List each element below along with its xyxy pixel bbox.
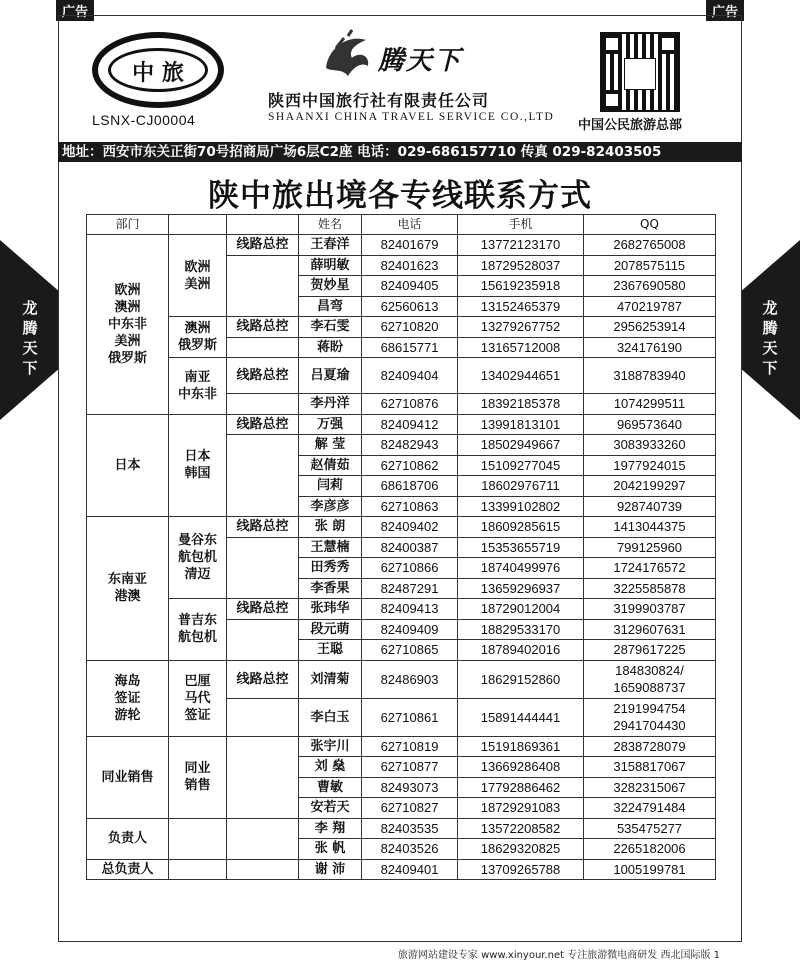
name-cell: 昌弯 (299, 296, 362, 317)
dragon-icon (318, 28, 378, 84)
ad-label-right: 广告 (706, 0, 744, 21)
name-cell: 蒋盼 (299, 337, 362, 358)
mobile-cell: 13399102802 (458, 496, 584, 517)
qq-cell: 470219787 (584, 296, 716, 317)
name-cell: 张 帆 (299, 839, 362, 860)
role-cell (227, 818, 299, 859)
qr-eye-icon (602, 90, 622, 110)
qr-eye-icon (658, 34, 678, 54)
qq-cell: 2191994754 2941704430 (584, 698, 716, 736)
qq-cell: 3083933260 (584, 435, 716, 456)
tel-cell: 82403526 (362, 839, 458, 860)
mobile-cell: 17792886462 (458, 777, 584, 798)
name-cell: 张宇川 (299, 736, 362, 757)
qr-center-logo-icon (624, 58, 656, 90)
role-cell: 线路总控 (227, 235, 299, 256)
mobile-cell: 13279267752 (458, 317, 584, 338)
mobile-cell: 18729012004 (458, 599, 584, 620)
dept-cell: 东南亚 港澳 (87, 517, 169, 661)
tel-cell: 62560613 (362, 296, 458, 317)
name-cell: 刘 燊 (299, 757, 362, 778)
tel-cell: 82409409 (362, 619, 458, 640)
qq-cell: 3199903787 (584, 599, 716, 620)
sub-dept-cell: 曼谷东 航包机 清迈 (169, 517, 227, 599)
mobile-cell: 13402944651 (458, 358, 584, 394)
role-cell: 线路总控 (227, 358, 299, 394)
header-dept: 部门 (87, 215, 169, 235)
role-cell: 线路总控 (227, 414, 299, 435)
tel-cell: 68618706 (362, 476, 458, 497)
role-cell: 线路总控 (227, 660, 299, 698)
table-header-row (87, 215, 716, 235)
name-cell: 田秀秀 (299, 558, 362, 579)
dept-cell: 总负责人 (87, 859, 169, 880)
tel-cell: 62710861 (362, 698, 458, 736)
qq-cell: 3225585878 (584, 578, 716, 599)
tel-cell: 82487291 (362, 578, 458, 599)
tel-cell: 62710820 (362, 317, 458, 338)
footer-text: 旅游网站建设专家 www.xinyour.net 专注旅游微电商研发 西北国际版 1 (397, 950, 720, 961)
qq-cell: 2265182006 (584, 839, 716, 860)
mobile-cell: 18609285615 (458, 517, 584, 538)
qq-cell: 3188783940 (584, 358, 716, 394)
mobile-cell: 13165712008 (458, 337, 584, 358)
tel-cell: 62710866 (362, 558, 458, 579)
ad-label-left: 广告 (56, 0, 94, 21)
tel-cell: 82400387 (362, 537, 458, 558)
name-cell: 薛明敏 (299, 255, 362, 276)
qq-cell: 2838728079 (584, 736, 716, 757)
qq-cell: 3158817067 (584, 757, 716, 778)
sub-dept-cell: 同业 销售 (169, 736, 227, 818)
header-qq: QQ (584, 215, 716, 235)
sub-dept-cell: 普吉东 航包机 (169, 599, 227, 661)
name-cell: 刘清菊 (299, 660, 362, 698)
name-cell: 谢 沛 (299, 859, 362, 880)
mobile-cell: 18789402016 (458, 640, 584, 661)
name-cell: 闫莉 (299, 476, 362, 497)
sub-dept-cell: 巴厘 马代 签证 (169, 660, 227, 736)
qr-eye-icon (602, 34, 622, 54)
name-cell: 李彦彦 (299, 496, 362, 517)
name-cell: 万强 (299, 414, 362, 435)
slogan-text: 腾天下 (378, 46, 463, 76)
side-label-right: 龙 腾 天 下 (762, 299, 778, 377)
mobile-cell: 13152465379 (458, 296, 584, 317)
name-cell: 李石雯 (299, 317, 362, 338)
mobile-cell: 15353655719 (458, 537, 584, 558)
qq-cell: 969573640 (584, 414, 716, 435)
mobile-cell: 13572208582 (458, 818, 584, 839)
side-label-left: 龙 腾 天 下 (22, 299, 38, 377)
table-row (87, 414, 716, 435)
table-row (87, 660, 716, 698)
qq-cell: 2879617225 (584, 640, 716, 661)
mobile-cell: 18729291083 (458, 798, 584, 819)
sub-dept-cell: 欧洲 美洲 (169, 235, 227, 317)
role-cell (227, 435, 299, 517)
sub-dept-cell: 日本 韩国 (169, 414, 227, 517)
dept-cell: 海岛 签证 游轮 (87, 660, 169, 736)
address-bar: 地址：西安市东关正街70号招商局广场6层C2座 电话：029-686157710 传真 029-82403505 (58, 142, 742, 162)
qq-cell: 1074299511 (584, 394, 716, 415)
tel-cell: 62710862 (362, 455, 458, 476)
qq-cell: 1724176572 (584, 558, 716, 579)
name-cell: 贺妙星 (299, 276, 362, 297)
qq-cell: 799125960 (584, 537, 716, 558)
mobile-cell: 13991813101 (458, 414, 584, 435)
mobile-cell: 15109277045 (458, 455, 584, 476)
mobile-cell: 15891444441 (458, 698, 584, 736)
header-name: 姓名 (299, 215, 362, 235)
name-cell: 李香果 (299, 578, 362, 599)
role-cell (227, 255, 299, 317)
tel-cell: 82401679 (362, 235, 458, 256)
tel-cell: 82401623 (362, 255, 458, 276)
header-mobile: 手机 (458, 215, 584, 235)
tel-cell: 82482943 (362, 435, 458, 456)
sub-dept-cell: 澳洲 俄罗斯 (169, 317, 227, 358)
name-cell: 安若天 (299, 798, 362, 819)
contact-table (86, 214, 716, 880)
tel-cell: 62710827 (362, 798, 458, 819)
mobile-cell: 18629320825 (458, 839, 584, 860)
tel-cell: 62710819 (362, 736, 458, 757)
table-row (87, 358, 716, 394)
logo-text: 中 旅 (132, 60, 184, 86)
qq-cell: 2367690580 (584, 276, 716, 297)
mobile-cell: 18392185378 (458, 394, 584, 415)
license-number: LSNX-CJ00004 (92, 112, 196, 128)
role-cell: 线路总控 (227, 599, 299, 620)
role-cell (227, 736, 299, 818)
mobile-cell: 15191869361 (458, 736, 584, 757)
mobile-cell: 18729528037 (458, 255, 584, 276)
tel-cell: 68615771 (362, 337, 458, 358)
mobile-cell: 18629152860 (458, 660, 584, 698)
dept-cell: 欧洲 澳洲 中东非 美洲 俄罗斯 (87, 235, 169, 415)
name-cell: 张 朗 (299, 517, 362, 538)
qq-cell: 2956253914 (584, 317, 716, 338)
qq-cell: 535475277 (584, 818, 716, 839)
mobile-cell: 13659296937 (458, 578, 584, 599)
mobile-cell: 15619235918 (458, 276, 584, 297)
tel-cell: 62710876 (362, 394, 458, 415)
role-cell (227, 337, 299, 358)
qq-cell: 928740739 (584, 496, 716, 517)
tel-cell: 82409401 (362, 859, 458, 880)
tel-cell: 82403535 (362, 818, 458, 839)
mobile-cell: 13709265788 (458, 859, 584, 880)
name-cell: 解 莹 (299, 435, 362, 456)
role-cell (227, 537, 299, 599)
name-cell: 王慧楠 (299, 537, 362, 558)
header-blank (227, 215, 299, 235)
tel-cell: 82409404 (362, 358, 458, 394)
sub-dept-cell: 南亚 中东非 (169, 358, 227, 415)
mobile-cell: 13669286408 (458, 757, 584, 778)
name-cell: 曹敏 (299, 777, 362, 798)
qr-caption: 中国公民旅游总部 (578, 118, 683, 133)
role-cell (227, 394, 299, 415)
tel-cell: 82493073 (362, 777, 458, 798)
qq-cell: 2078575115 (584, 255, 716, 276)
tel-cell: 62710863 (362, 496, 458, 517)
page-title: 陕中旅出境各专线联系方式 (208, 178, 592, 214)
tel-cell: 82486903 (362, 660, 458, 698)
mobile-cell: 18502949667 (458, 435, 584, 456)
qq-cell: 1005199781 (584, 859, 716, 880)
header-tel: 电话 (362, 215, 458, 235)
sub-dept-cell (169, 859, 227, 880)
name-cell: 张玮华 (299, 599, 362, 620)
name-cell: 李白玉 (299, 698, 362, 736)
qq-cell: 184830824/ 1659088737 (584, 660, 716, 698)
name-cell: 王聪 (299, 640, 362, 661)
qq-cell: 2682765008 (584, 235, 716, 256)
header-blank (169, 215, 227, 235)
company-name-cn: 陕西中国旅行社有限责任公司 (268, 91, 490, 110)
table-row (87, 235, 716, 256)
name-cell: 段元萌 (299, 619, 362, 640)
tel-cell: 62710865 (362, 640, 458, 661)
mobile-cell: 18740499976 (458, 558, 584, 579)
table-row (87, 599, 716, 620)
qq-cell: 2042199297 (584, 476, 716, 497)
table-row (87, 818, 716, 839)
mobile-cell: 13772123170 (458, 235, 584, 256)
qq-cell: 3282315067 (584, 777, 716, 798)
qq-cell: 3129607631 (584, 619, 716, 640)
table-row (87, 317, 716, 338)
role-cell: 线路总控 (227, 517, 299, 538)
qq-cell: 3224791484 (584, 798, 716, 819)
tel-cell: 82409412 (362, 414, 458, 435)
name-cell: 赵倩茹 (299, 455, 362, 476)
qq-cell: 1977924015 (584, 455, 716, 476)
name-cell: 吕夏瑜 (299, 358, 362, 394)
name-cell: 李 翔 (299, 818, 362, 839)
company-name-en: SHAANXI CHINA TRAVEL SERVICE CO.,LTD (268, 111, 555, 123)
qq-cell: 1413044375 (584, 517, 716, 538)
role-cell (227, 859, 299, 880)
tel-cell: 82409402 (362, 517, 458, 538)
tel-cell: 82409413 (362, 599, 458, 620)
sub-dept-cell (169, 818, 227, 859)
table-row (87, 736, 716, 757)
table-row (87, 859, 716, 880)
role-cell: 线路总控 (227, 317, 299, 338)
qq-cell: 324176190 (584, 337, 716, 358)
dept-cell: 同业销售 (87, 736, 169, 818)
mobile-cell: 18829533170 (458, 619, 584, 640)
dept-cell: 负责人 (87, 818, 169, 859)
name-cell: 王春洋 (299, 235, 362, 256)
tel-cell: 62710877 (362, 757, 458, 778)
dept-cell: 日本 (87, 414, 169, 517)
mobile-cell: 18602976711 (458, 476, 584, 497)
role-cell (227, 619, 299, 660)
role-cell (227, 698, 299, 736)
tel-cell: 82409405 (362, 276, 458, 297)
table-row (87, 517, 716, 538)
name-cell: 李丹洋 (299, 394, 362, 415)
